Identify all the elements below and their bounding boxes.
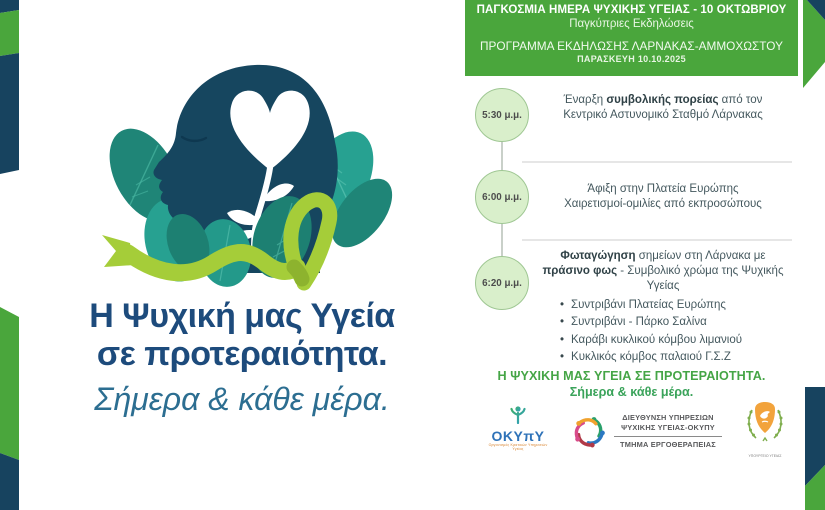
time-circle-2 [475, 170, 529, 224]
list-item: • Συντριβάνι Πλατείας Ευρώπης [560, 297, 742, 314]
entry2-line1: Άφιξη στην Πλατεία Ευρώπης [587, 183, 739, 195]
header-subtitle: Παγκύπριες Εκδηλώσεις [569, 18, 694, 30]
cyprus-logo [738, 398, 792, 458]
entry1-post: από τον [718, 94, 763, 106]
headline-line2: σε προτεραιότητα. [96, 335, 388, 373]
timeline-entry-3-text [533, 249, 793, 294]
footer-heading: Η ΨΥΧΙΚΗ ΜΑΣ ΥΓΕΙΑ ΣΕ ΠΡΟΤΕΡΑΙΟΤΗΤΑ. [497, 369, 766, 383]
okypy-logo [484, 406, 552, 451]
mental-health-illustration [70, 45, 410, 310]
five-people-circle-icon [569, 412, 609, 452]
services-divider [614, 436, 722, 437]
time-label-3: 6:20 μ.μ. [482, 277, 522, 289]
time-label-2: 6:00 μ.μ. [482, 191, 522, 203]
header-title: ΠΑΓΚΟΣΜΙΑ ΗΜΕΡΑ ΨΥΧΙΚΗΣ ΥΓΕΙΑΣ - 10 ΟΚΤΩΒΡΙΟΥ [476, 4, 787, 16]
lighting-locations-list [560, 297, 742, 366]
entry3-line3: Υγείας [646, 280, 680, 292]
entry3-bold1: Φωταγώγηση [560, 250, 636, 262]
list-item: • Κυκλικός κόμβος παλαιού Γ.Σ.Ζ [560, 349, 742, 366]
main-headline [19, 297, 465, 418]
entry3-bold2: πράσινο φως [542, 265, 618, 277]
headline-line3: Σήμερα & κάθε μέρα. [94, 381, 390, 417]
program-title: ΠΡΟΓΡΑΜΜΑ ΕΚΔΗΛΩΣΗΣ ΛΑΡΝΑΚΑΣ-ΑΜΜΟΧΩΣΤΟΥ [480, 39, 783, 53]
event-header [465, 0, 798, 76]
entry3-rest2: - Συμβολικό χρώμα της Ψυχικής [617, 265, 784, 277]
timeline-entry-1-text [533, 93, 793, 123]
program-date: ΠΑΡΑΣΚΕΥΗ 10.10.2025 [577, 54, 686, 64]
headline-line1: Η Ψυχική μας Υγεία [89, 297, 395, 335]
entry1-pre: Έναρξη [563, 94, 607, 106]
entry1-bold: συμβολικής πορείας [606, 94, 719, 106]
footer-subheading: Σήμερα & κάθε μέρα. [569, 385, 694, 399]
time-label-1: 5:30 μ.μ. [482, 109, 522, 121]
list-item: • Καράβι κυκλικού κόμβου λιμανιού [560, 332, 742, 349]
services-line2: ΨΥΧΙΚΗΣ ΥΓΕΙΑΣ-ΟΚΥΠΥ [621, 423, 715, 432]
entry3-rest1: σημείων στη Λάρνακα με [635, 250, 766, 262]
okypy-name: ΟΚΥπΥ [491, 428, 545, 444]
entry-divider-1 [522, 161, 792, 163]
list-item: • Συντριβάνι - Πάρκο Σαλίνα [560, 314, 742, 331]
person-raised-arms-icon [508, 406, 528, 424]
cyprus-coat-of-arms [742, 398, 788, 448]
okypy-tagline: Οργανισμός Κρατικών Υπηρεσιών Υγείας [488, 443, 548, 451]
cyprus-caption: ΥΠΟΥΡΓΕΙΟ ΥΓΕΙΑΣ [748, 454, 782, 458]
time-circle-3 [475, 256, 529, 310]
services-logo-text [612, 413, 724, 450]
entry2-line2: Χαιρετισμοί-ομιλίες από εκπροσώπους [564, 198, 762, 210]
entry1-line2: Κεντρικό Αστυνομικό Σταθμό Λάρνακας [563, 109, 763, 121]
timeline-entry-2-text [533, 182, 793, 212]
services-line3: ΤΜΗΜΑ ΕΡΓΟΘΕΡΑΠΕΙΑΣ [620, 440, 716, 449]
time-circle-1 [475, 88, 529, 142]
entry-divider-2 [522, 239, 792, 241]
services-line1: ΔΙΕΥΘΥΝΣΗ ΥΠΗΡΕΣΙΩΝ [622, 413, 714, 422]
